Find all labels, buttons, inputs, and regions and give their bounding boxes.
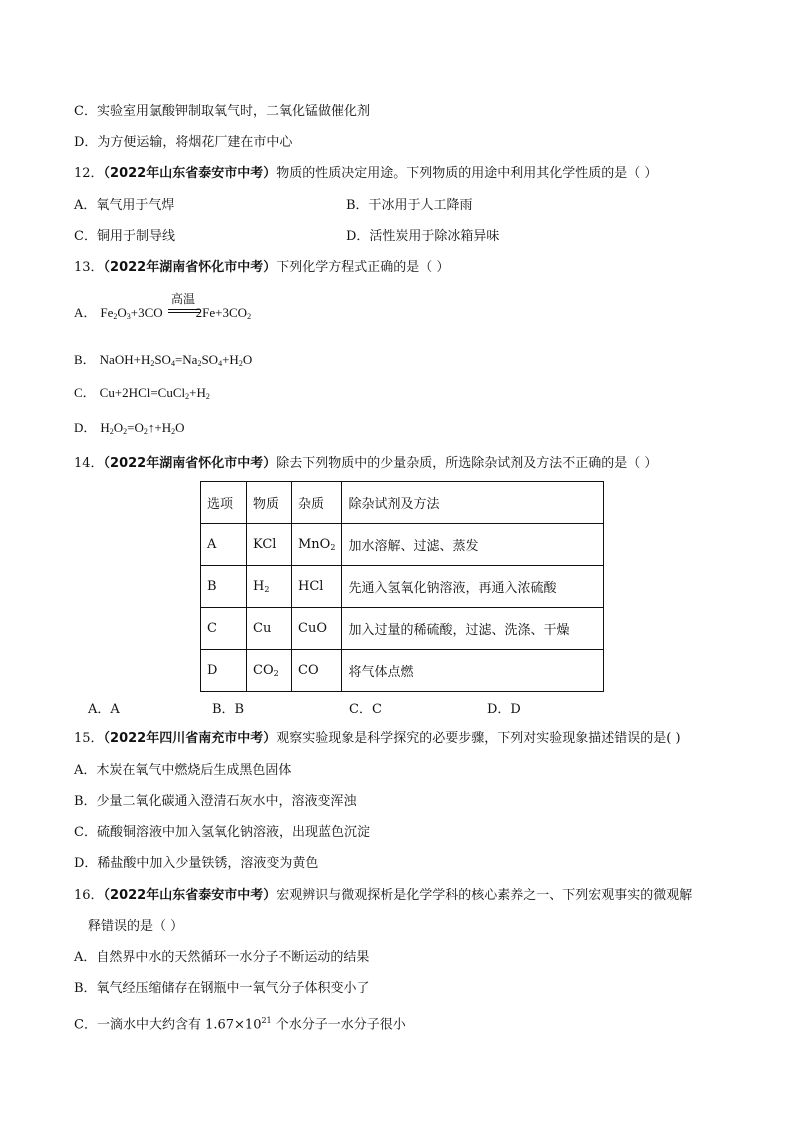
q16-option-b: B．氧气经压缩储存在钢瓶中一氧气分子体积变小了 <box>74 981 370 996</box>
row-impurity: CO <box>292 650 342 692</box>
q15-option-c: C．硫酸铜溶液中加入氢氧化钠溶液，出现蓝色沉淀 <box>74 825 370 840</box>
q13-number: 13． <box>74 260 104 275</box>
q16-source: （2022年山东省泰安市中考） <box>103 888 277 903</box>
q15-option-a: A．木炭在氧气中燃烧后生成黑色固体 <box>74 763 292 778</box>
q12-stem-text: 物质的性质决定用途。下列物质的用途中利用其化学性质的是（ ） <box>276 166 658 181</box>
q16-number: 16． <box>74 888 104 903</box>
table-header-row <box>201 482 604 524</box>
q12-number: 12． <box>74 166 104 181</box>
table-row <box>201 566 604 608</box>
table-row <box>201 608 604 650</box>
q14-stem <box>74 455 657 473</box>
row-method: 加水溶解、过滤、蒸发 <box>342 524 604 566</box>
q15-stem <box>74 730 681 748</box>
header-impurity: 杂质 <box>292 482 342 524</box>
q13-label-a: A． <box>74 305 97 320</box>
table-row <box>201 650 604 692</box>
header-method: 除杂试剂及方法 <box>342 482 604 524</box>
q14-stem-text: 除去下列物质中的少量杂质，所选除杂试剂及方法不正确的是（ ） <box>276 456 658 471</box>
q16-option-c-suffix: 个水分子一水分子很小 <box>271 1017 406 1033</box>
row-impurity: MnO$_2$ <box>292 524 342 566</box>
row-option: A <box>201 524 247 566</box>
row-impurity: HCl <box>292 566 342 608</box>
q13-label-b: B． <box>74 352 96 367</box>
row-method: 先通入氢氧化钠溶液，再通入浓硫酸 <box>342 566 604 608</box>
q14-source: （2022年湖南省怀化市中考） <box>103 456 277 471</box>
q12-option-c: C．铜用于制导线 <box>74 229 175 244</box>
q15-number: 15． <box>74 731 104 746</box>
row-option: B <box>201 566 247 608</box>
q14-number: 14． <box>74 456 104 471</box>
q13-option-b: B． $NaOH+H_2SO_4=Na_2SO_4+H_2O$ <box>74 352 253 368</box>
table-row <box>201 524 604 566</box>
row-substance: KCl <box>247 524 292 566</box>
header-substance: 物质 <box>247 482 292 524</box>
row-impurity: CuO <box>292 608 342 650</box>
q16-option-c-exponent: 21 <box>261 1016 272 1025</box>
row-substance: Cu <box>247 608 292 650</box>
q14-table <box>200 481 604 692</box>
q16-option-a: A．自然界中水的天然循环一水分子不断运动的结果 <box>74 950 370 965</box>
q12-option-d: D．活性炭用于除冰箱异味 <box>346 229 500 244</box>
row-substance: $CO_2$ <box>247 650 292 692</box>
row-option: D <box>201 650 247 692</box>
q16-stem-text: 宏观辨识与微观探析是化学学科的核心素养之一、下列宏观事实的微观解 <box>276 888 693 903</box>
q12-stem <box>74 165 657 183</box>
q14-answer-b: B．B <box>212 702 245 717</box>
q15-option-b: B．少量二氧化碳通入澄清石灰水中，溶液变浑浊 <box>74 794 357 809</box>
q14-answer-c: C．C <box>349 702 382 717</box>
q13-reaction-condition: 高温 <box>171 292 196 306</box>
q13-label-d: D． <box>74 420 97 435</box>
q13-stem-text: 下列化学方程式正确的是（ ） <box>276 260 450 275</box>
q13-label-c: C． <box>74 385 96 400</box>
q16-option-c-prefix: C．一滴水中大约含有 1.67×10 <box>74 1017 262 1033</box>
q16-option-c <box>74 1012 406 1034</box>
row-method: 将气体点燃 <box>342 650 604 692</box>
row-substance: $H_2$ <box>247 566 292 608</box>
q13-option-c: C． $Cu+2HCl=CuCl_2+H_2$ <box>74 385 210 401</box>
q16-stem <box>74 887 692 905</box>
q13-option-a: A． $Fe_2O_3+3CO$ $2Fe+3CO_2$ <box>74 305 252 321</box>
q13-option-d: D． $H_2O_2=O_2↑+H_2O$ <box>74 420 185 436</box>
q16-stem-continued: 释错误的是（ ） <box>88 919 184 934</box>
q11-option-d: D．为方便运输，将烟花厂建在市中心 <box>74 135 293 150</box>
header-option: 选项 <box>201 482 247 524</box>
row-method: 加入过量的稀硫酸，过滤、洗涤、干燥 <box>342 608 604 650</box>
q12-option-a: A．氧气用于气焊 <box>74 198 175 213</box>
q13-source: （2022年湖南省怀化市中考） <box>103 260 277 275</box>
q15-source: （2022年四川省南充市中考） <box>103 731 277 746</box>
row-option: C <box>201 608 247 650</box>
q15-stem-text: 观察实验现象是科学探究的必要步骤，下列对实验现象描述错误的是( ) <box>276 731 681 746</box>
q14-answer-d: D．D <box>487 702 521 717</box>
q12-option-b: B．干冰用于人工降雨 <box>346 198 473 213</box>
q15-option-d: D．稀盐酸中加入少量铁锈，溶液变为黄色 <box>74 856 319 871</box>
q13-stem <box>74 259 449 277</box>
q11-option-c: C．实验室用氯酸钾制取氧气时，二氧化锰做催化剂 <box>74 104 370 119</box>
q12-source: （2022年山东省泰安市中考） <box>103 166 277 181</box>
q14-answer-a: A．A <box>88 702 120 717</box>
